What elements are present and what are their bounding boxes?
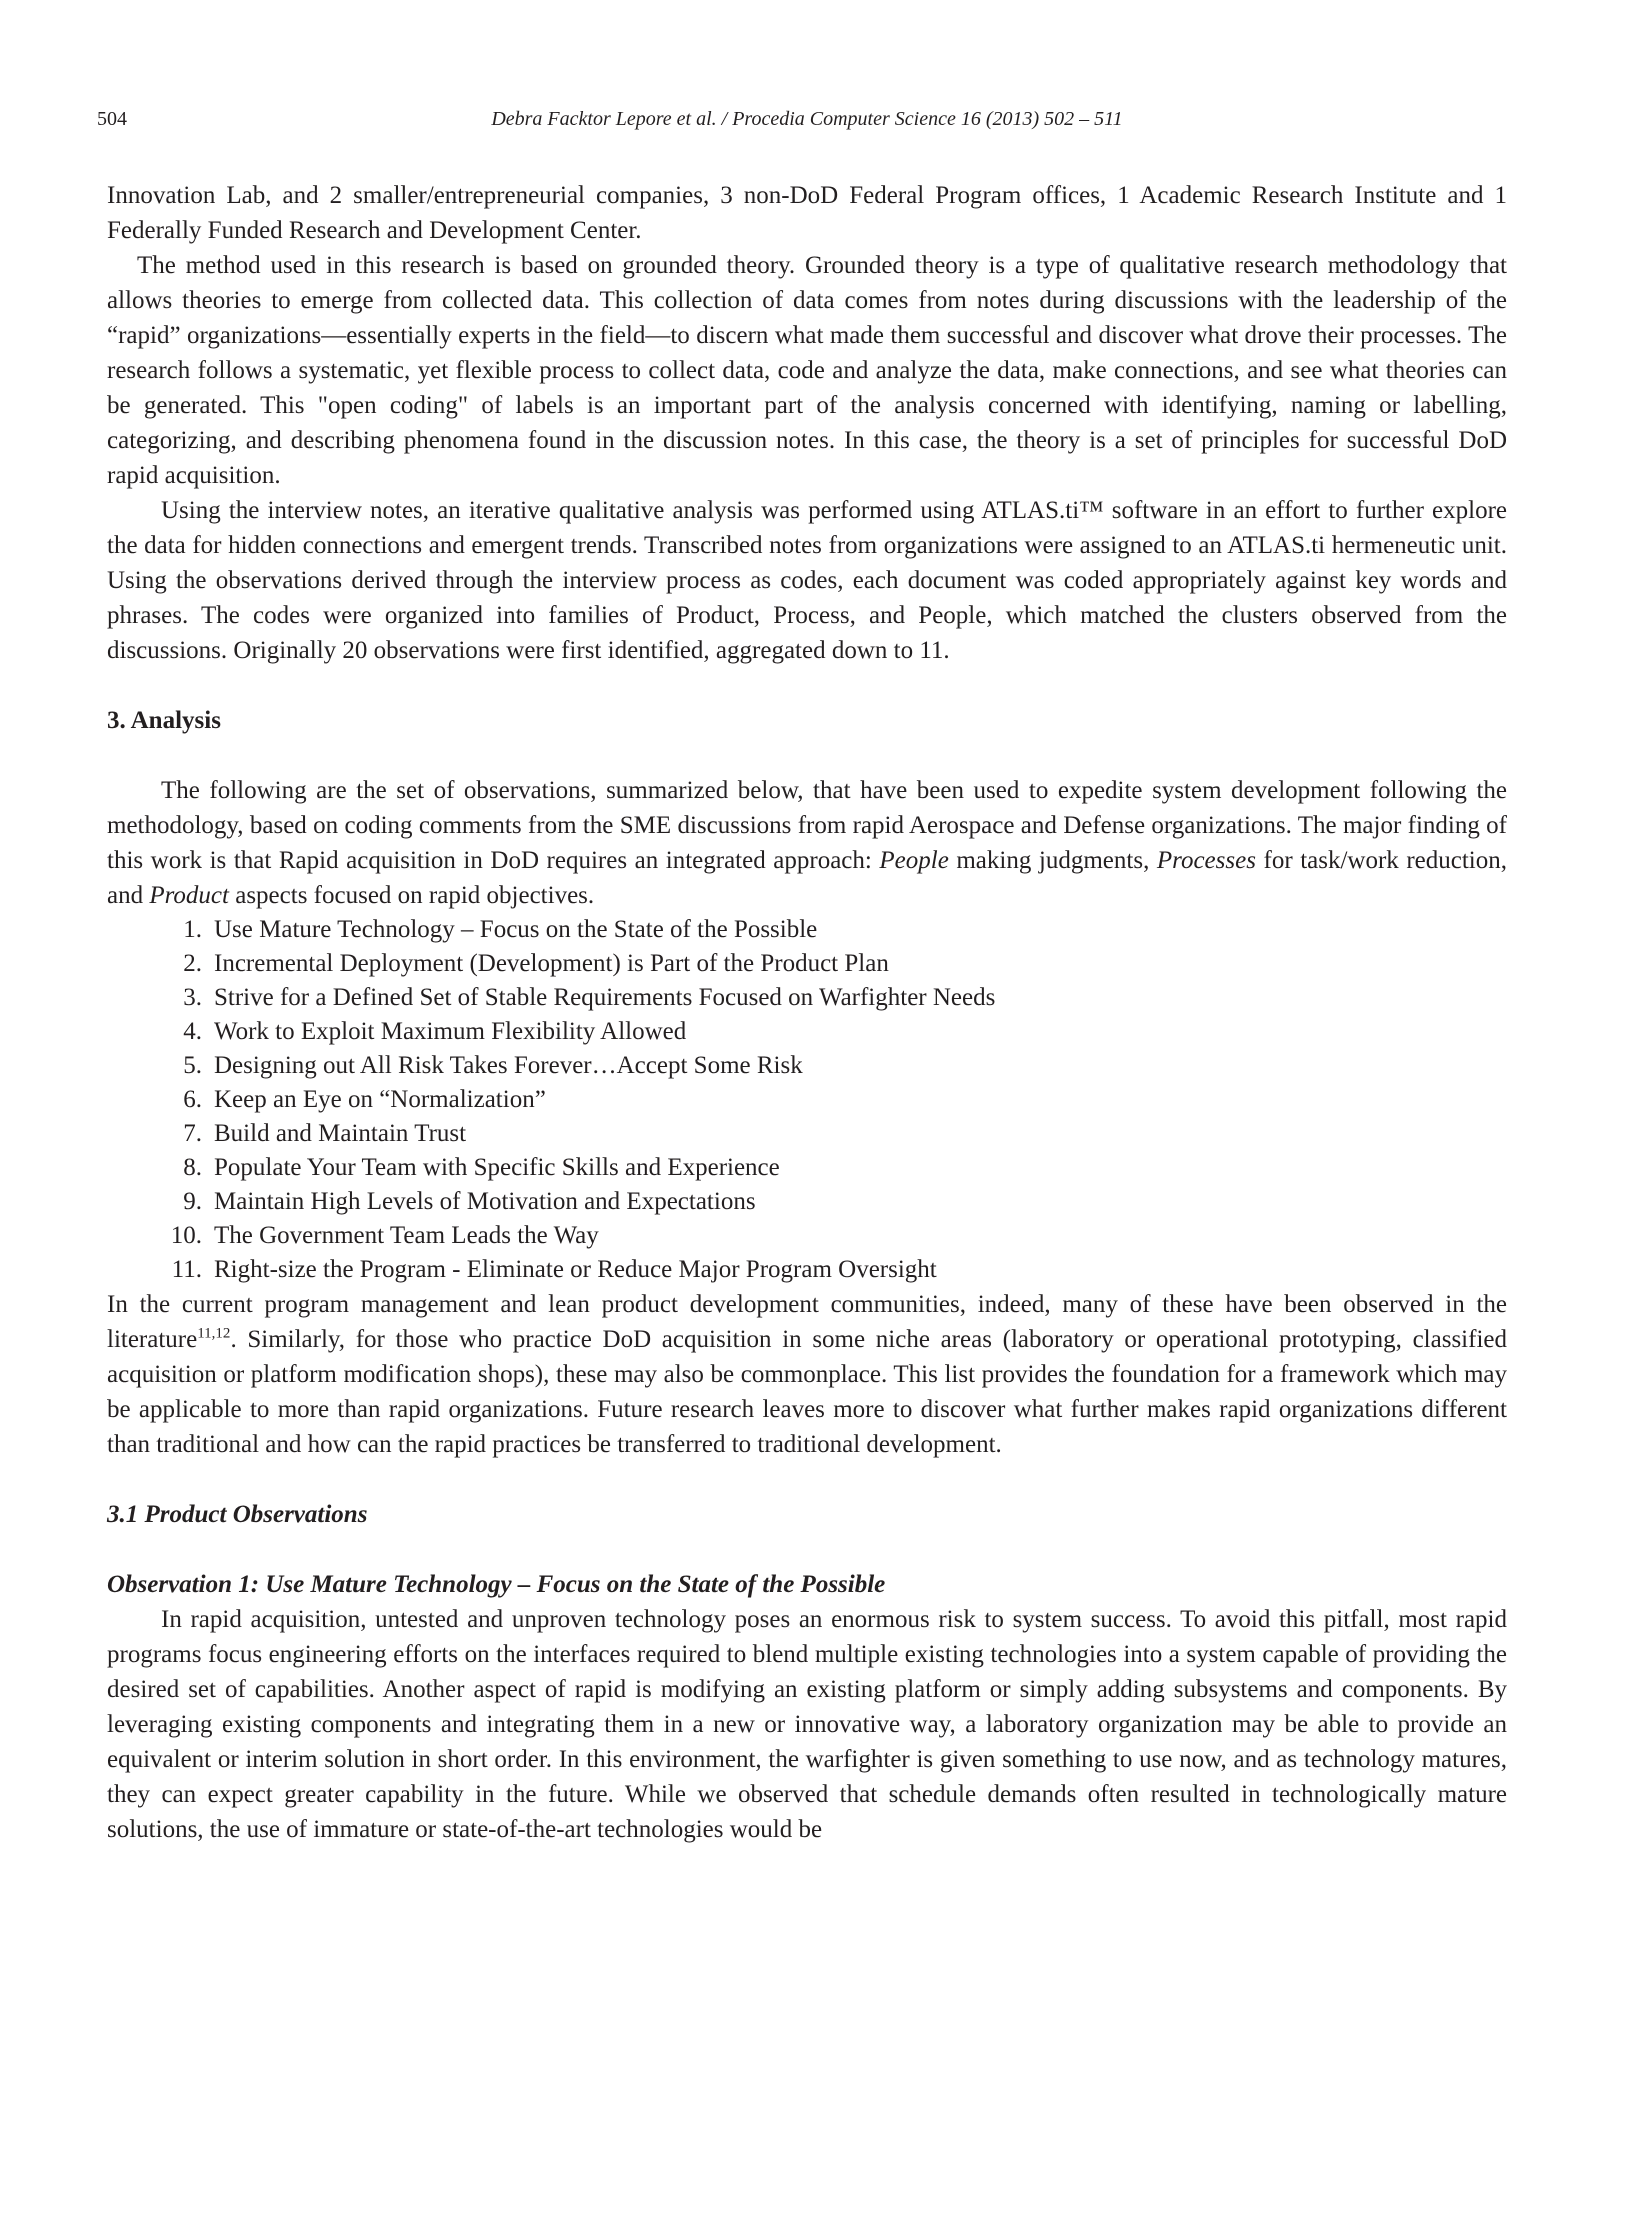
paragraph-atlas: Using the interview notes, an iterative qualitative analysis was performed using ATLAS.ti™ software in an effort to further explore the data for hidden connections and emergent trends. Transcribed notes from organizations were assigned to an ATLAS.ti hermeneutic unit. Using the observations derived through the interview process as codes, each document was coded appropriately against key words and phrases. The codes were organized into families of Product, Process, and People, which matched the clusters observed from the discussions. Originally 20 observations were first identified, aggregated down to 11.: [107, 497, 1507, 664]
list-item: 4. Work to Exploit Maximum Flexibility Allowed: [183, 1018, 687, 1045]
subsection-heading-product: 3.1 Product Observations: [107, 1501, 368, 1528]
observation-list: [107, 913, 1507, 1287]
paragraph-continuation: Innovation Lab, and 2 smaller/entrepreneurial companies, 3 non-DoD Federal Program offices, 1 Academic Research Institute and 1 Federally Funded Research and Development Center.: [107, 182, 1507, 244]
list-item: 1. Use Mature Technology – Focus on the State of the Possible: [183, 916, 818, 943]
list-item: 6. Keep an Eye on “Normalization”: [183, 1086, 546, 1113]
body-text: [107, 178, 1507, 1847]
paragraph-method: The method used in this research is based on grounded theory. Grounded theory is a type of qualitative research methodology that allows theories to emerge from collected data. This collection of data comes from notes during discussions with the leadership of the “rapid” organizations—essentially experts in the field—to discern what made them successful and discover what drove their processes. The research follows a systematic, yet flexible process to collect data, code and analyze the data, make connections, and see what theories can be generated. This "open coding" of labels is an important part of the analysis concerned with identifying, naming or labelling, categorizing, and describing phenomena found in the discussion notes. In this case, the theory is a set of principles for successful DoD rapid acquisition.: [107, 252, 1507, 489]
page-number: 504: [97, 108, 127, 130]
paragraph-observation-1: In rapid acquisition, untested and unproven technology poses an enormous risk to system success. To avoid this pitfall, most rapid programs focus engineering efforts on the interfaces required to blend multiple existing technologies into a system capable of providing the desired set of capabilities. Another aspect of rapid is modifying an existing platform or simply adding subsystems and components. By leveraging existing components and integrating them in a new or innovative way, a laboratory organization may be able to provide an equivalent or interim solution in short order. In this environment, the warfighter is given something to use now, and as technology matures, they can expect greater capability in the future. While we observed that schedule demands often resulted in technologically mature solutions, the use of immature or state-of-the-art technologies would be: [107, 1606, 1507, 1843]
list-item: 11. Right-size the Program - Eliminate or Reduce Major Program Oversight: [171, 1256, 937, 1283]
running-header: [97, 108, 1507, 138]
list-item: 7. Build and Maintain Trust: [183, 1120, 467, 1147]
observation-1-heading: Observation 1: Use Mature Technology – Focus on the State of the Possible: [107, 1571, 886, 1598]
list-item: 3. Strive for a Defined Set of Stable Requirements Focused on Warfighter Needs: [183, 984, 996, 1011]
list-item: 2. Incremental Deployment (Development) is Part of the Product Plan: [183, 950, 889, 977]
journal-reference: Debra Facktor Lepore et al. / Procedia Computer Science 16 (2013) 502 – 511: [491, 108, 1123, 130]
list-item: 9. Maintain High Levels of Motivation and Expectations: [183, 1188, 756, 1215]
citation-superscript: 11,12: [197, 1325, 231, 1342]
paragraph-analysis-intro: The following are the set of observations, summarized below, that have been used to expedite system development following the methodology, based on coding comments from the SME discussions from rapid Aerospace and Defense organizations. The major finding of this work is that Rapid acquisition in DoD requires an integrated approach: People making judgments, Processes for task/work reduction, and Product aspects focused on rapid objectives.: [107, 777, 1507, 909]
list-item: 5. Designing out All Risk Takes Forever…Accept Some Risk: [183, 1052, 803, 1079]
list-item: 10. The Government Team Leads the Way: [170, 1222, 599, 1249]
section-heading-analysis: 3. Analysis: [107, 707, 221, 734]
paragraph-after-list: In the current program management and lean product development communities, indeed, many of these have been observed in the literature$^{11,12}$. Similarly, for those who practice DoD acquisition in some niche areas (laboratory or operational prototyping, classified acquisition or platform modification shops), these may also be commonplace. This list provides the foundation for a framework which may be applicable to more than rapid organizations. Future research leaves more to discover what further makes rapid organizations different than traditional and how can the rapid practices be transferred to traditional development.: [107, 1291, 1507, 1458]
list-item: 8. Populate Your Team with Specific Skills and Experience: [183, 1154, 780, 1181]
